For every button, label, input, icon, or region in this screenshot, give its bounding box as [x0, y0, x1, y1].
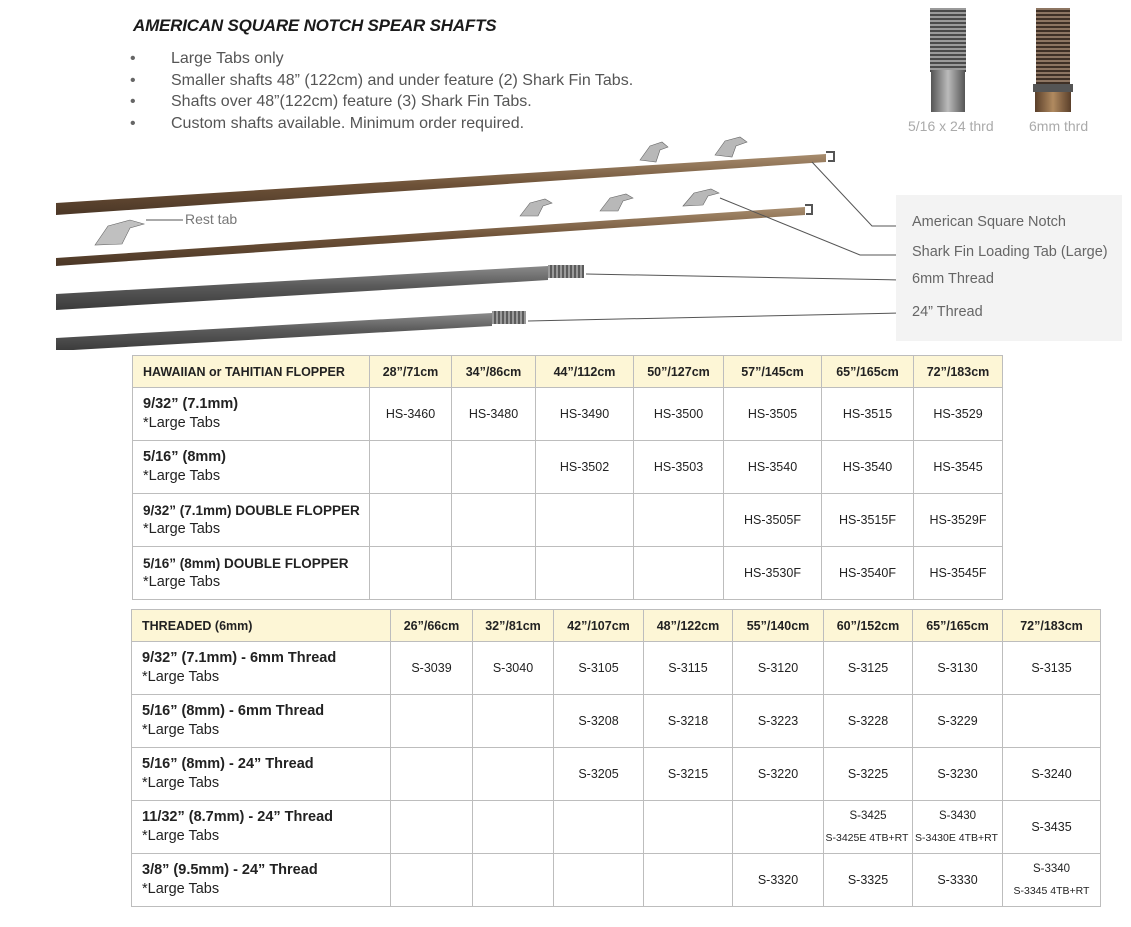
row-title: 5/16” (8mm) DOUBLE FLOPPER [143, 556, 349, 571]
table-header-row [132, 610, 1101, 642]
rest-tab-label: Rest tab [185, 211, 238, 227]
row-title: 11/32” (8.7mm) - 24” Thread [142, 809, 333, 825]
thread-end-24-icon [930, 8, 966, 112]
column-header: 72”/183cm [1003, 610, 1101, 642]
thread-end-6mm-caption: 6mm thrd [1029, 118, 1089, 134]
cell-variant: S-3425E 4TB+RT [825, 832, 909, 844]
row-title: 9/32” (7.1mm) - 6mm Thread [142, 650, 337, 666]
row-title: 3/8” (9.5mm) - 24” Thread [142, 862, 318, 878]
table-cell [391, 748, 473, 801]
table-cell: S-3120 [733, 642, 824, 695]
table-cell: S-3105 [554, 642, 644, 695]
row-title: 5/16” (8mm) - 24” Thread [142, 756, 314, 772]
row-note: *Large Tabs [143, 468, 221, 484]
flopper-table [132, 355, 1003, 600]
table-cell: S-3208 [554, 695, 644, 748]
callout-square-notch: American Square Notch [912, 214, 1066, 230]
table-cell: HS-3460 [370, 388, 452, 441]
cell-variant: S-3345 4TB+RT [1013, 885, 1090, 897]
table-cell: HS-3540 [822, 441, 914, 494]
table-row [132, 748, 1101, 801]
table-cell: S-3040 [473, 642, 554, 695]
table-cell [913, 801, 1003, 854]
row-note: *Large Tabs [143, 521, 221, 537]
table-cell [634, 547, 724, 600]
table-cell: S-3223 [733, 695, 824, 748]
column-header: 32”/81cm [473, 610, 554, 642]
table-row [133, 494, 1003, 547]
table-row [133, 441, 1003, 494]
row-label [132, 854, 391, 907]
table-cell: S-3215 [644, 748, 733, 801]
table-cell [554, 801, 644, 854]
column-header: 55”/140cm [733, 610, 824, 642]
feature-item: • Smaller shafts 48” (122cm) and under feature (2) Shark Fin Tabs. [130, 70, 633, 92]
table-row [132, 801, 1101, 854]
table-cell: S-3435 [1003, 801, 1101, 854]
table-cell [370, 547, 452, 600]
table-header-label: HAWAIIAN or TAHITIAN FLOPPER [133, 356, 370, 388]
column-header: 34”/86cm [452, 356, 536, 388]
table-cell: HS-3490 [536, 388, 634, 441]
table-cell [634, 494, 724, 547]
shaft-2 [56, 207, 805, 266]
table-cell: S-3039 [391, 642, 473, 695]
callout-6mm-thread: 6mm Thread [912, 271, 994, 287]
row-label [133, 494, 370, 547]
table-cell [1003, 854, 1101, 907]
table-cell [644, 801, 733, 854]
table-cell [473, 801, 554, 854]
table-cell: S-3325 [824, 854, 913, 907]
row-note: *Large Tabs [142, 669, 220, 685]
table-cell: S-3205 [554, 748, 644, 801]
row-label [132, 695, 391, 748]
table-cell: S-3229 [913, 695, 1003, 748]
table-cell: S-3135 [1003, 642, 1101, 695]
thread-end-6mm-icon [1033, 8, 1073, 112]
row-title: 5/16” (8mm) [143, 449, 227, 465]
column-header: 65”/165cm [822, 356, 914, 388]
table-header-label: THREADED (6mm) [132, 610, 391, 642]
table-cell: S-3330 [913, 854, 1003, 907]
table-row [133, 388, 1003, 441]
row-label [132, 642, 391, 695]
feature-item: • Large Tabs only [130, 48, 633, 70]
table-cell: S-3240 [1003, 748, 1101, 801]
column-header: 44”/112cm [536, 356, 634, 388]
row-note: *Large Tabs [143, 574, 221, 590]
table-cell [1003, 695, 1101, 748]
table-cell [536, 547, 634, 600]
row-note: *Large Tabs [142, 881, 220, 897]
table-cell: HS-3540F [822, 547, 914, 600]
table-cell: HS-3540 [724, 441, 822, 494]
table-cell: S-3115 [644, 642, 733, 695]
page-title: AMERICAN SQUARE NOTCH SPEAR SHAFTS [133, 16, 497, 35]
shaft-1 [56, 154, 826, 215]
table-cell: S-3228 [824, 695, 913, 748]
table-cell: HS-3515 [822, 388, 914, 441]
row-label [133, 547, 370, 600]
cell-code: S-3425 [849, 810, 887, 822]
table-cell: S-3220 [733, 748, 824, 801]
cell-variant: S-3430E 4TB+RT [915, 832, 998, 844]
table-cell: HS-3545 [914, 441, 1003, 494]
table-cell: HS-3480 [452, 388, 536, 441]
table-row [132, 695, 1101, 748]
table-cell: HS-3545F [914, 547, 1003, 600]
table-cell [452, 494, 536, 547]
row-label [132, 801, 391, 854]
row-label [133, 441, 370, 494]
table-cell [452, 547, 536, 600]
table-cell [370, 494, 452, 547]
row-title: 5/16” (8mm) - 6mm Thread [142, 703, 325, 719]
row-title: 9/32” (7.1mm) DOUBLE FLOPPER [143, 503, 360, 518]
column-header: 26”/66cm [391, 610, 473, 642]
table-cell: HS-3529 [914, 388, 1003, 441]
table-cell [733, 801, 824, 854]
column-header: 48”/122cm [644, 610, 733, 642]
table-row [132, 854, 1101, 907]
row-note: *Large Tabs [142, 775, 220, 791]
table-row [132, 642, 1101, 695]
table-cell: HS-3505 [724, 388, 822, 441]
row-label [132, 748, 391, 801]
feature-item: • Shafts over 48”(122cm) feature (3) Shark Fin Tabs. [130, 91, 633, 113]
table-cell: HS-3505F [724, 494, 822, 547]
table-cell: S-3125 [824, 642, 913, 695]
table-cell [452, 441, 536, 494]
threaded-table [131, 609, 1101, 907]
thread-end-24-caption: 5/16 x 24 thrd [908, 118, 994, 134]
callout-loading-tab: Shark Fin Loading Tab (Large) [912, 244, 1108, 260]
table-cell: S-3130 [913, 642, 1003, 695]
column-header: 72”/183cm [914, 356, 1003, 388]
table-cell [554, 854, 644, 907]
feature-item: • Custom shafts available. Minimum order required. [130, 113, 633, 135]
table-cell [473, 695, 554, 748]
table-cell: S-3230 [913, 748, 1003, 801]
table-cell: HS-3530F [724, 547, 822, 600]
table-cell [824, 801, 913, 854]
table-cell: HS-3500 [634, 388, 724, 441]
table-cell [391, 854, 473, 907]
table-cell [391, 801, 473, 854]
table-cell: HS-3529F [914, 494, 1003, 547]
table-row [133, 547, 1003, 600]
row-note: *Large Tabs [143, 415, 221, 431]
column-header: 60”/152cm [824, 610, 913, 642]
table-cell: S-3225 [824, 748, 913, 801]
table-cell [370, 441, 452, 494]
column-header: 50”/127cm [634, 356, 724, 388]
table-cell: HS-3502 [536, 441, 634, 494]
callout-24-thread: 24” Thread [912, 304, 983, 320]
column-header: 65”/165cm [913, 610, 1003, 642]
table-header-row [133, 356, 1003, 388]
row-label [133, 388, 370, 441]
table-cell: S-3218 [644, 695, 733, 748]
cell-code: S-3340 [1032, 863, 1071, 875]
row-title: 9/32” (7.1mm) [143, 396, 239, 412]
row-note: *Large Tabs [142, 828, 220, 844]
table-cell: S-3320 [733, 854, 824, 907]
table-cell [391, 695, 473, 748]
row-note: *Large Tabs [142, 722, 220, 738]
table-cell [644, 854, 733, 907]
table-cell [473, 748, 554, 801]
table-cell: HS-3515F [822, 494, 914, 547]
shaft-3 [56, 266, 548, 310]
table-cell: HS-3503 [634, 441, 724, 494]
shaft-4 [56, 313, 492, 350]
cell-code: S-3430 [938, 810, 977, 822]
table-cell [536, 494, 634, 547]
table-cell [473, 854, 554, 907]
column-header: 57”/145cm [724, 356, 822, 388]
column-header: 28”/71cm [370, 356, 452, 388]
column-header: 42”/107cm [554, 610, 644, 642]
